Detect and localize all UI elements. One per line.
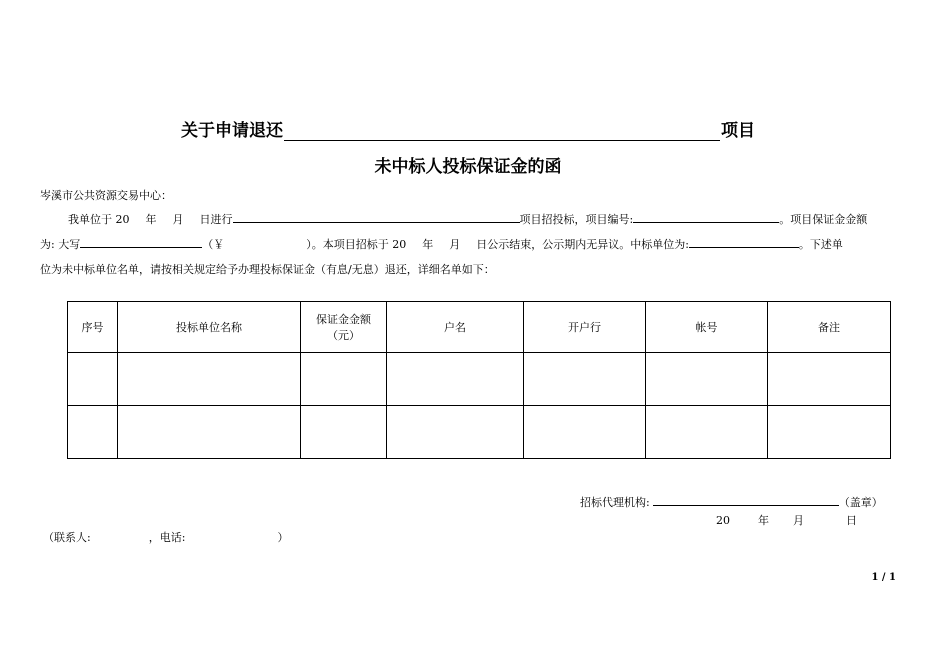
col-bank: 开户行: [524, 302, 646, 353]
table-row: [68, 353, 891, 406]
agency-blank[interactable]: [653, 494, 839, 506]
col-remarks: 备注: [768, 302, 891, 353]
table-header-row: [68, 302, 891, 353]
body-line-2: 为: 大写 （￥ ）。本项目招标于 20 年 月 日公示结束，公示期内无异议。中标单位为: 。下述单: [40, 238, 843, 251]
table-cell[interactable]: [387, 406, 524, 459]
table-row: [68, 406, 891, 459]
contact-line: （联系人: ，电话: ）: [43, 531, 289, 544]
table-cell[interactable]: [524, 406, 646, 459]
table-cell[interactable]: [68, 406, 118, 459]
page-number: 1 / 1: [871, 572, 896, 583]
table-cell[interactable]: [301, 406, 387, 459]
col-index: 序号: [68, 302, 118, 353]
title-prefix: 关于申请退还: [181, 121, 283, 141]
seal-label: （盖章）: [838, 496, 883, 509]
table-cell[interactable]: [768, 353, 891, 406]
title-suffix: 项目: [721, 121, 755, 141]
table-cell[interactable]: [68, 353, 118, 406]
project-name-blank[interactable]: [284, 122, 720, 141]
col-account-name: 户名: [387, 302, 524, 353]
table-cell[interactable]: [118, 406, 301, 459]
table-cell[interactable]: [646, 353, 768, 406]
addressee: 岑溪市公共资源交易中心：: [40, 189, 172, 202]
project-number-blank[interactable]: [633, 211, 779, 223]
amount-words-blank[interactable]: [80, 236, 202, 248]
col-account-number: 帐号: [646, 302, 768, 353]
refund-table: [67, 301, 891, 459]
col-deposit-amount: 保证金金额 （元）: [301, 302, 387, 353]
tender-date-blank[interactable]: [233, 211, 520, 223]
body-line-3: 位为未中标单位名单，请按相关规定给予办理投标保证金（有息/无息）退还，详细名单如下：: [40, 263, 495, 276]
agency-line: 招标代理机构: （盖章）: [580, 496, 883, 509]
table-cell[interactable]: [387, 353, 524, 406]
table-cell[interactable]: [524, 353, 646, 406]
col-bidder-name: 投标单位名称: [118, 302, 301, 353]
table-cell[interactable]: [768, 406, 891, 459]
document-subtitle: 未中标人投标保证金的函: [374, 157, 562, 177]
table-cell[interactable]: [301, 353, 387, 406]
body-line-1: 我单位于 20 年 月 日进行 项目招投标，项目编号: 。项目保证金金额: [68, 213, 868, 226]
table-cell[interactable]: [118, 353, 301, 406]
winner-blank[interactable]: [689, 236, 799, 248]
document-title: [0, 116, 936, 141]
signature-date: 20 年 月 日: [716, 514, 857, 527]
table-cell[interactable]: [646, 406, 768, 459]
